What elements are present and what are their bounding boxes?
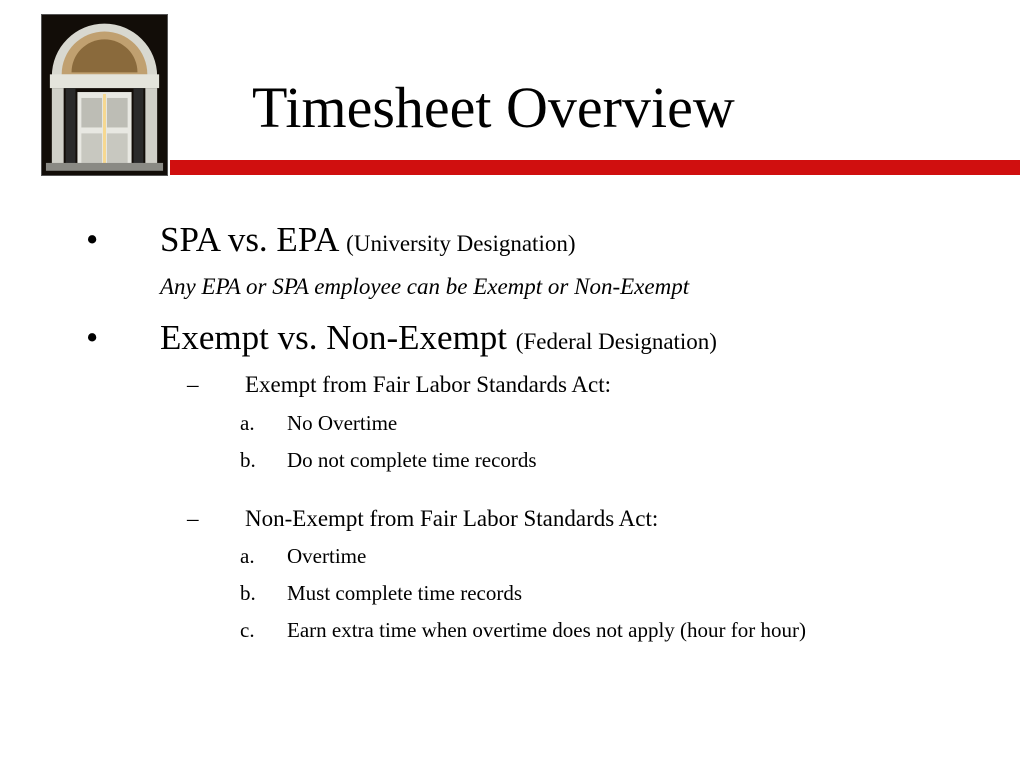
doorway-photo-icon	[41, 14, 168, 176]
dash-marker: –	[187, 506, 199, 531]
bullet-point-spa-vs-epa	[86, 220, 576, 264]
list-item	[240, 447, 537, 473]
bullet-text: Exempt vs. Non-Exempt	[160, 318, 508, 357]
list-marker: a.	[240, 544, 255, 568]
bullet-point-exempt-vs-non-exempt	[86, 318, 717, 362]
list-marker: c.	[240, 618, 255, 642]
bullet-sub-note: Any EPA or SPA employee can be Exempt or Non-Exempt	[160, 274, 690, 299]
list-item	[240, 543, 366, 569]
sub-bullet-non-exempt-flsa	[187, 505, 658, 533]
sub-bullet-exempt-flsa	[187, 371, 611, 399]
bullet-marker: •	[86, 220, 99, 259]
bullet-marker: •	[86, 318, 99, 357]
dash-marker: –	[187, 372, 199, 397]
list-marker: a.	[240, 411, 255, 435]
bullet-note: (Federal Designation)	[515, 329, 717, 354]
sub-bullet-text: Non-Exempt from Fair Labor Standards Act:	[245, 506, 659, 531]
list-item	[240, 617, 806, 643]
sub-bullet-text: Exempt from Fair Labor Standards Act:	[245, 372, 612, 397]
list-item-text: Do not complete time records	[287, 448, 537, 472]
bullet-text: SPA vs. EPA	[160, 220, 338, 259]
list-marker: b.	[240, 581, 256, 605]
title-underline-rule	[170, 160, 1020, 175]
list-item-text: No Overtime	[287, 411, 398, 435]
list-marker: b.	[240, 448, 256, 472]
list-item-text: Overtime	[287, 544, 367, 568]
list-item-text: Must complete time records	[287, 581, 523, 605]
bullet-note: (University Designation)	[346, 231, 576, 256]
list-item	[240, 580, 522, 606]
list-item-text: Earn extra time when overtime does not apply (hour for hour)	[287, 618, 807, 642]
list-item	[240, 410, 397, 436]
slide-title: Timesheet Overview	[252, 75, 735, 140]
